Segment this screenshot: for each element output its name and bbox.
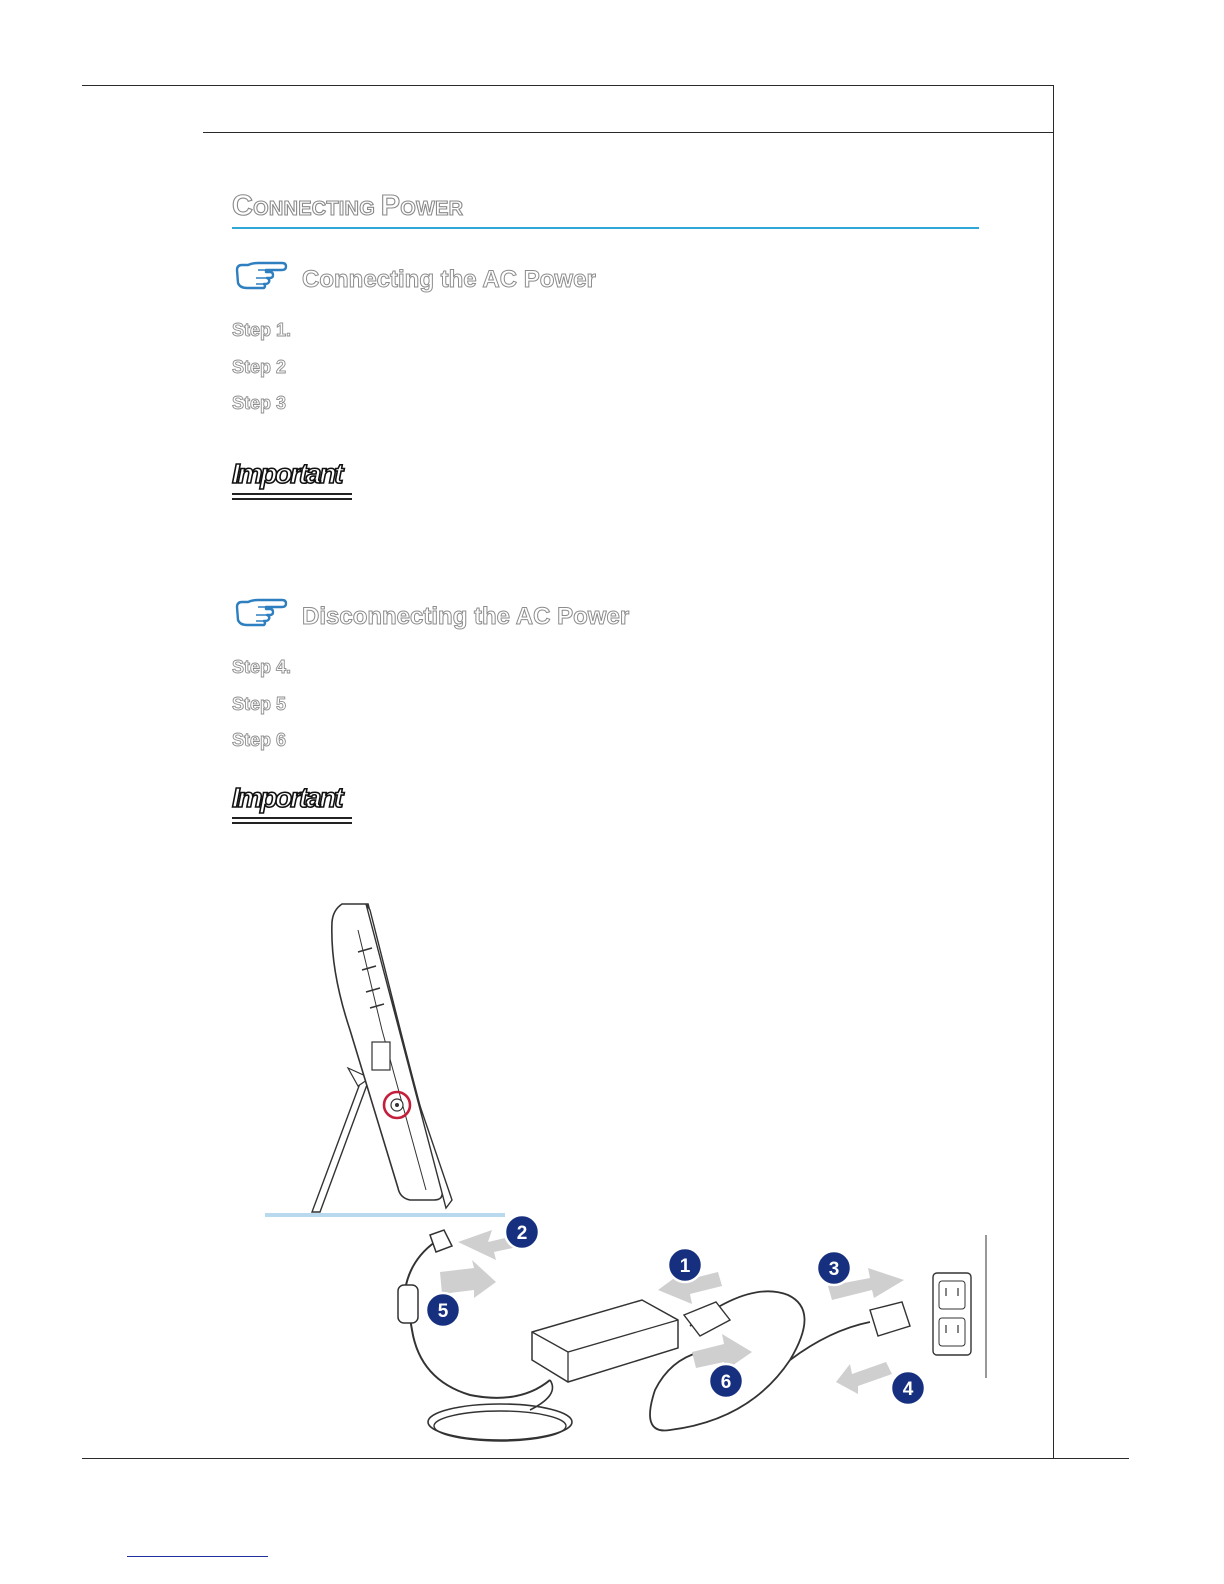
- callout-6: [709, 1364, 743, 1398]
- svg-text:6: 6: [720, 1372, 732, 1393]
- footer-rule: [82, 1458, 1129, 1459]
- important-underline: [232, 498, 352, 500]
- wall-plug: [870, 1302, 910, 1336]
- svg-text:2: 2: [516, 1223, 528, 1244]
- header-rule-top: [82, 85, 1054, 86]
- important-underline: [232, 817, 352, 819]
- callout-4: [891, 1371, 925, 1405]
- important-label-connect: Important: [232, 458, 342, 489]
- step-1-label: Step 1.: [232, 320, 292, 340]
- svg-text:5: 5: [437, 1301, 449, 1322]
- svg-text:1: 1: [679, 1256, 691, 1277]
- pointing-hand-icon: [234, 597, 288, 627]
- section-title-underline: [232, 227, 979, 229]
- step-5-label: Step 5: [232, 694, 287, 714]
- callout-5: [426, 1293, 460, 1327]
- important-label-disconnect: Important: [232, 782, 342, 813]
- step-4-label: Step 4.: [232, 657, 292, 677]
- disconnect-heading: Disconnecting the AC Power: [302, 603, 630, 630]
- pointing-hand-icon: [234, 260, 288, 290]
- header-rule-inner: [203, 132, 1054, 133]
- ac-plug-c5: [684, 1302, 730, 1336]
- important-underline: [232, 493, 352, 495]
- power-connection-illustration: [230, 890, 1010, 1450]
- step-6-label: Step 6: [232, 730, 287, 750]
- svg-text:3: 3: [828, 1259, 840, 1280]
- svg-text:4: 4: [902, 1379, 914, 1400]
- callout-1: [668, 1248, 702, 1282]
- callout-2: [505, 1215, 539, 1249]
- step-3-label: Step 3: [232, 393, 287, 413]
- floor-line: [265, 1213, 505, 1217]
- section-title: CONNECTING POWER: [232, 190, 464, 222]
- stand-leg: [312, 1078, 368, 1212]
- important-underline: [232, 822, 352, 824]
- connect-heading: Connecting the AC Power: [302, 266, 596, 293]
- page-right-border: [1053, 85, 1054, 1459]
- callout-3: [817, 1251, 851, 1285]
- footer-link-underline[interactable]: [127, 1556, 268, 1557]
- step-2-label: Step 2: [232, 357, 287, 377]
